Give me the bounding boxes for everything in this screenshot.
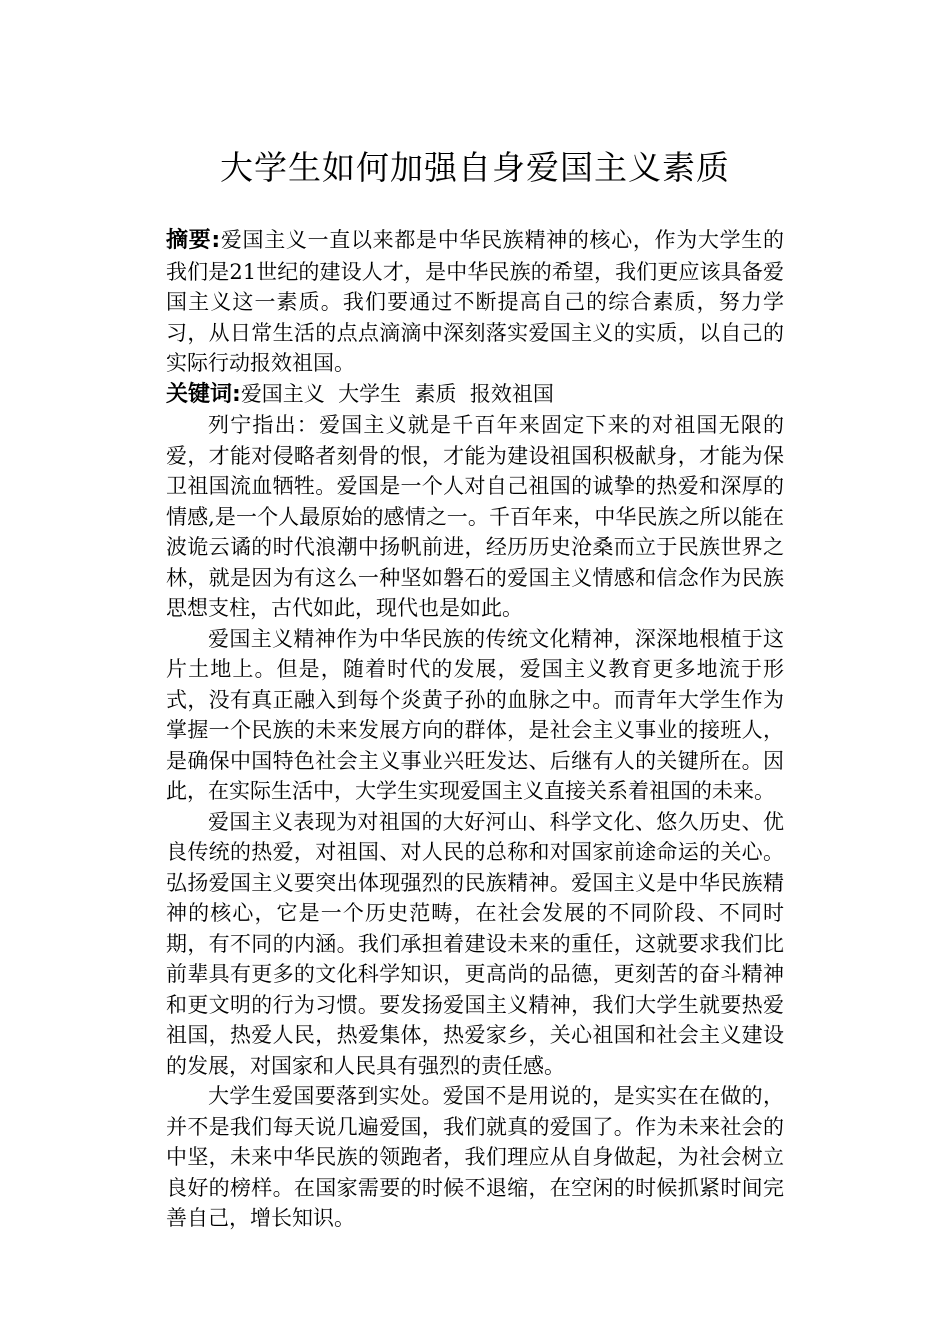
document-title: 大学生如何加强自身爱国主义素质 <box>220 148 730 187</box>
abstract-text: 爱国主义一直以来都是中华民族精神的核心，作为大学生的我们是21世纪的建设人才，是中华民族的希望，我们更应该具备爱国主义这一素质。我们要通过不断提高自己的综合素质，努力学习，从日常生活的点点滴滴中深刻落实爱国主义的实质，以自己的实际行动报效祖国。 <box>166 228 784 375</box>
keywords-paragraph <box>166 379 784 411</box>
body-paragraph-2: 爱国主义精神作为中华民族的传统文化精神，深深地根植于这片土地上。但是，随着时代的发展，爱国主义教育更多地流于形式，没有真正融入到每个炎黄子孙的血脉之中。而青年大学生作为掌握一个民族的未来发展方向的群体，是社会主义事业的接班人，是确保中国特色社会主义事业兴旺发达、后继有人的关键所在。因此，在实际生活中，大学生实现爱国主义直接关系着祖国的未来。 <box>166 626 784 803</box>
body-paragraph-4: 大学生爱国要落到实处。爱国不是用说的，是实实在在做的，并不是我们每天说几遍爱国，我们就真的爱国了。作为未来社会的中坚，未来中华民族的领跑者，我们理应从自身做起，为社会树立良好的榜样。在国家需要的时候不退缩，在空闲的时候抓紧时间完善自己，增长知识。 <box>166 1084 784 1230</box>
body-paragraph-3: 爱国主义表现为对祖国的大好河山、科学文化、悠久历史、优良传统的热爱，对祖国、对人民的总称和对国家前途命运的关心。弘扬爱国主义要突出体现强烈的民族精神。爱国主义是中华民族精神的核心，它是一个历史范畴，在社会发展的不同阶段、不同时期，有不同的内涵。我们承担着建设未来的重任，这就要求我们比前辈具有更多的文化科学知识，更高尚的品德，更刻苦的奋斗精神和更文明的行为习惯。要发扬爱国主义精神，我们大学生就要热爱祖国，热爱人民，热爱集体，热爱家乡，关心祖国和社会主义建设的发展，对国家和人民具有强烈的责任感。 <box>166 809 784 1078</box>
abstract-paragraph <box>166 225 784 379</box>
keywords-label: 关键词: <box>166 381 241 407</box>
abstract-label: 摘要: <box>166 228 221 253</box>
body-paragraph-1: 列宁指出：爱国主义就是千百年来固定下来的对祖国无限的爱，才能对侵略者刻骨的恨，才能为建设祖国积极献身，才能为保卫祖国流血牺牲。爱国是一个人对自己祖国的诚挚的热爱和深厚的情感,是一个人最原始的感情之一。千百年来，中华民族之所以能在波诡云谲的时代浪潮中扬帆前进，经历历史沧桑而立于民族世界之林，就是因为有这么一种坚如磐石的爱国主义情感和信念作为民族思想支柱，古代如此，现代也是如此。 <box>166 413 784 620</box>
document-body <box>166 225 784 1234</box>
keywords-text: 爱国主义 大学生 素质 报效祖国 <box>240 381 554 406</box>
